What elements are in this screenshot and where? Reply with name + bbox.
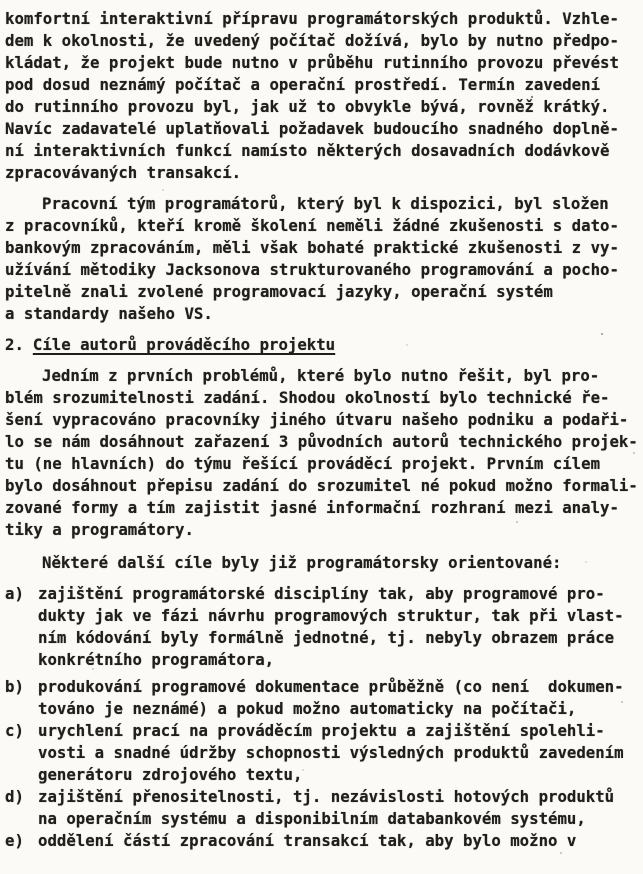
- list-item-c: [5, 720, 643, 786]
- list-item-text: [38, 583, 643, 671]
- text-line: zpracovávaných transakcí.: [5, 163, 242, 182]
- paragraph-team: [5, 193, 643, 325]
- text-line: urychlení prací na prováděcím projektu a zajištění spolehli-: [38, 721, 605, 740]
- paragraph-goals-intro: [5, 365, 643, 541]
- list-item-b: [5, 676, 643, 720]
- text-line: lo se nám dosáhnout zařazení 3 původních autorů technického projek-: [5, 432, 638, 451]
- list-marker: c): [5, 721, 24, 740]
- text-line: Pracovní tým programátorů, který byl k dispozici, byl složen: [42, 194, 609, 213]
- text-line: dem k okolnosti, že uvedený počítač dožívá, bylo by nutno předpo-: [5, 31, 619, 50]
- text-line: vosti a snadné údržby schopnosti výsledných produktů zavedením: [38, 743, 624, 762]
- text-line: zajištění programátorské disciplíny tak, aby programové pro-: [38, 584, 605, 603]
- list-item-text: [38, 830, 643, 852]
- paragraph-other-goals: [5, 552, 643, 574]
- text-line: z pracovníků, kteří kromě školení neměli žádné zkušenosti s dato-: [5, 216, 619, 235]
- text-line: konkrétního programátora,: [38, 650, 275, 669]
- list-item-text: [38, 720, 643, 786]
- text-line: generátoru zdrojového textu,: [38, 765, 303, 784]
- text-line: pitelně znali zvolené programovací jazyky, operační systém: [5, 282, 553, 301]
- scan-noise-speckles: [0, 0, 2, 2]
- paragraph-intro-continuation: [5, 8, 643, 184]
- text-line: šení vypracováno pracovníky jiného útvaru našeho podniku a podaři-: [5, 410, 629, 429]
- text-line: kládat, že projekt bude nutno v průběhu rutinního provozu převést: [5, 53, 619, 72]
- list-item-text: [38, 786, 643, 830]
- text-line: ní interaktivních funkcí namísto některých dosavadních dodávkově: [5, 141, 610, 160]
- list-item-text: [38, 676, 643, 720]
- list-item-d: [5, 786, 643, 830]
- text-line: Navíc zadavatelé uplatňovali požadavek budoucího snadného doplně-: [5, 119, 619, 138]
- text-line: blém srozumitelnosti zadání. Shodou okolností bylo technické ře-: [5, 388, 610, 407]
- text-line: zované formy a tím zajistit jasné informační rozhraní mezi analy-: [5, 498, 619, 517]
- text-line: zajištění přenositelnosti, tj. nezávislosti hotových produktů: [38, 787, 615, 806]
- text-line: oddělení částí zpracování transakcí tak, aby bylo možno v: [38, 831, 577, 850]
- section-title: Cíle autorů prováděcího projektu: [32, 335, 336, 354]
- text-line: produkování programové dokumentace průběžně (co není dokumen-: [38, 677, 624, 696]
- list-marker: b): [5, 677, 24, 696]
- text-line: Některé další cíle byly již programátorsky orientované:: [42, 553, 562, 572]
- list-item-a: [5, 583, 643, 671]
- text-line: komfortní interaktivní přípravu programátorských produktů. Vzhle-: [5, 9, 619, 28]
- text-line: dukty jak ve fázi návrhu programových struktur, tak při vlast-: [38, 606, 624, 625]
- text-line: tiky a programátory.: [5, 520, 194, 539]
- list-marker: e): [5, 831, 24, 850]
- section-heading: [5, 334, 643, 356]
- text-line: bylo dosáhnout přepisu zadání do srozumitel né pokud možno formali-: [5, 476, 638, 495]
- text-line: pod dosud neznámý počítač a operační prostředí. Termín zavedení: [5, 75, 601, 94]
- list-marker: d): [5, 787, 24, 806]
- text-line: užívání mětodiky Jacksonova strukturovaného programování a pocho-: [5, 260, 619, 279]
- text-line: na operačním systému a disponibilním databankovém systému,: [38, 809, 586, 828]
- goal-list: [5, 583, 643, 852]
- list-item-e: [5, 830, 643, 852]
- section-number: 2.: [5, 335, 24, 354]
- text-line: bankovým zpracováním, měli však bohaté praktické zkušenosti z vy-: [5, 238, 619, 257]
- list-marker: a): [5, 584, 24, 603]
- text-line: továno je neznámé) a pokud možno automaticky na počítači,: [38, 699, 577, 718]
- text-line: do rutinního provozu byl, jak už to obvykle bývá, rovněž krátký.: [5, 97, 610, 116]
- text-line: a standardy našeho VS.: [5, 304, 213, 323]
- text-line: ním kódování byly formálně jednotné, tj. nebyly obrazem práce: [38, 628, 615, 647]
- text-line: Jedním z prvních problémů, které bylo nutno řešit, byl pro-: [42, 366, 600, 385]
- text-line: tu (ne hlavních) do týmu řešící prováděcí projekt. Prvním cílem: [5, 454, 601, 473]
